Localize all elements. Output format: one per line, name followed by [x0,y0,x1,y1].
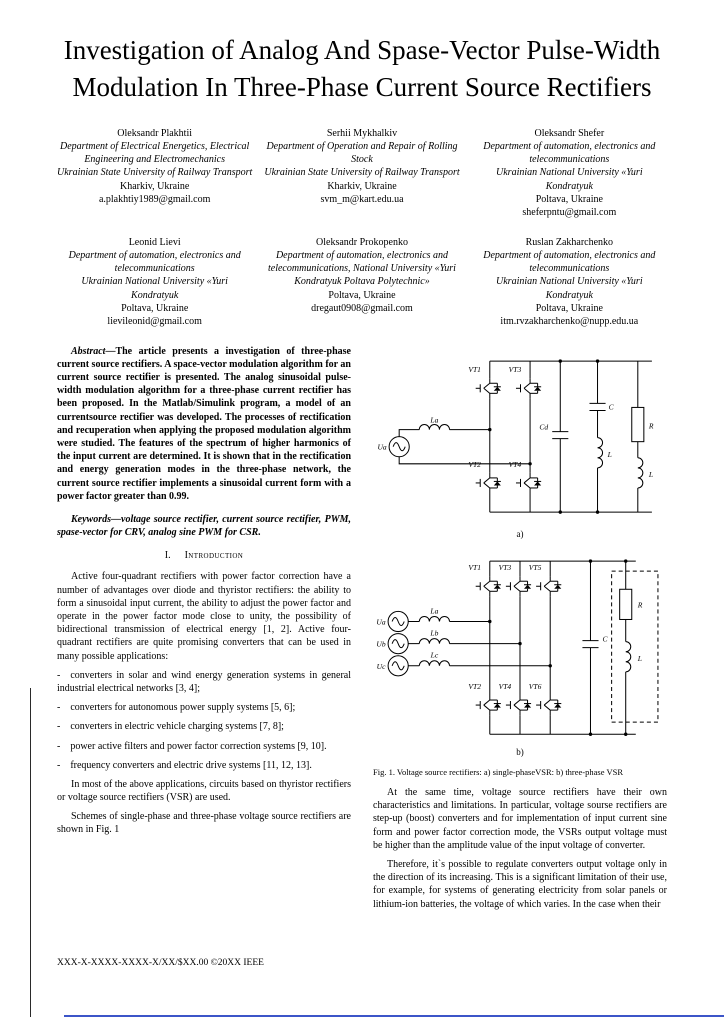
right-paragraph-1: At the same time, voltage source rectifiers have their own characteristics and limitations. In particular, voltage sourse rectifiers are step-up (boost) converters and for implementation of input current sine form and power factor correction mode, the VSRs output voltage must be higher than the amplitude value of the input voltage of converter. [373,787,667,851]
figure-1a-circuit-single-phase-vsr [374,345,666,528]
list-item: - power active filters and power factor correction systems [9, 10]. [57,740,327,752]
author-city: Poltava, Ukraine [535,193,603,205]
section-heading-introduction [57,549,351,562]
right-paragraph-2: Therefore, it`s possible to regulate converters output voltage only in the direction of its increasing. This is a significant limitation of their use, for example, for systems of generating electricity from solar panels or lithium-ion batteries, the voltage of which varies. In the case when their [373,858,667,910]
author-university: Ukrainian State University of Railway Transport [264,167,460,179]
label-cd: Cd [539,422,549,432]
list-item: - converters in electric vehicle charging systems [7, 8]; [57,721,284,733]
abstract [57,345,351,503]
figure-1-caption: Fig. 1. Voltage source rectifiers: a) single-phaseVSR: b) three-phase VSR [373,767,623,777]
author-department: Department of automation, electronics and telecommunications [483,249,656,275]
label-lb: Lb [430,628,439,638]
figure-1 [373,345,667,778]
label-c: C [602,634,608,644]
author-name: Leonid Lievi [128,236,181,248]
intro-paragraph-3: Schemes of single-phase and three-phase voltage source rectifiers are shown in Fig. 1 [57,811,351,836]
label-vt1: VT1 [468,562,481,572]
author-name: Ruslan Zakharchenko [525,236,614,248]
label-vt3: VT3 [498,562,512,572]
author-university: Ukrainian National University «Yuri Kondratyuk [496,167,643,192]
label-c-filter: C [608,402,614,412]
label-vt4: VT4 [508,459,522,469]
author-city: Poltava, Ukraine [535,303,603,315]
abstract-label: Abstract [71,345,106,357]
author-university: Ukrainian State University of Railway Transport [57,167,253,179]
author-name: Oleksandr Plakhtii [117,127,193,139]
author-city: Kharkiv, Ukraine [327,180,397,192]
authors-block [57,127,667,329]
left-column [57,345,351,917]
author-city: Kharkiv, Ukraine [120,180,190,192]
author-department: Department of Electrical Energetics, Electrical Engineering and Electromechanics [60,140,250,166]
abstract-text: —The article presents a investigation of three-phase current source rectifiers. A space-vector modulation algorithm for an current source rectifier is presented. The analog sinusoidal pulse-width modulation algorithm for a three-phase current rectifier has been proposed. In the Matlab/Simulink program, a model of an currentsource rectifier was developed. The processes of rectification and recuperation when applying the proposed modulation algorithm were studied. The features of the spectrum of higher harmonics of the input current are determined. It is shown that in the rectification and energy generation modes in the three-phase network, the current source rectifier implements a sinusoidal current form with a power factor greater than 0.99. [57,345,351,502]
author-university: Ukrainian National University «Yuri Kondratyuk [81,276,228,301]
list-item: - converters in solar and wind energy generation systems in general industrial electrical networks [3, 4]; [57,669,351,694]
author-department: Department of automation, electronics and telecommunications [483,140,656,166]
author-email: svm_m@kart.edu.ua [320,193,404,205]
label-r-load: R [648,421,654,431]
label-uc: Uc [376,661,386,671]
figure-1a-sublabel: a) [516,528,524,539]
section-title: Introduction [184,550,244,562]
paper-title: Investigation of Analog And Spase-Vector Pulse-Width Modulation In Three-Phase Current Source Rectifiers [63,35,661,103]
author-6 [472,236,667,329]
author-3 [472,127,667,220]
author-email: lievileonid@gmail.com [107,316,202,328]
label-ua: Ua [377,442,387,452]
author-email: a.plakhtiy1989@gmail.com [98,193,211,205]
right-column [373,345,667,917]
author-city: Poltava, Ukraine [328,289,396,301]
figure-1b-sublabel: b) [516,747,524,758]
keywords [57,513,351,539]
label-vt1: VT1 [468,364,481,374]
author-name: Oleksandr Prokopenko [316,236,408,248]
author-email: itm.rvzakharchenko@nupp.edu.ua [500,316,639,328]
label-ua: Ua [376,617,386,627]
author-1 [57,127,252,220]
two-column-body [57,345,667,917]
label-l-load: L [648,469,654,479]
label-la: La [430,606,439,616]
figure-1b-circuit-three-phase-vsr [374,549,666,746]
author-university: Ukrainian National University «Yuri Kondratyuk [496,276,643,301]
list-item: - frequency converters and electric drive systems [11, 12, 13]. [57,759,312,771]
section-number: I. [164,550,171,562]
author-name: Oleksandr Shefer [534,127,605,139]
scan-artifact-left-line [30,688,31,1017]
intro-paragraph-1: Active four-quadrant rectifiers with power factor correction have a number of advantages over diode and thyristor rectifiers: the ability to form a sinusoidal input current, the ability to adjust the power factor and operate in the power factor mode close to unity, the possibility of bidirectional transmission of electrical energy [1, 2]. Active four-quadrant rectifiers are quite promising converters that can be used in many possible applications: [57,571,351,662]
intro-paragraph-2: In most of the above applications, circuits based on thyristor rectifiers or voltage source rectifiers (VSR) are used. [57,778,351,804]
author-4 [57,236,252,329]
label-lc: Lc [430,650,439,660]
author-email: sheferpntu@gmail.com [522,207,617,219]
copyright-footer: XXX-X-XXXX-XXXX-X/XX/$XX.00 ©20XX IEEE [57,958,264,968]
list-item: - converters for autonomous power supply systems [5, 6]; [57,702,296,714]
author-department: Department of automation, electronics and telecommunications [68,249,241,275]
author-department: Department of automation, electronics and telecommunications, National University «Yuri Kondratyuk Poltava Polytechnic» [268,249,456,288]
scan-artifact-bottom-line [64,1015,724,1017]
label-ub: Ub [376,639,386,649]
label-l-filter: L [607,449,612,459]
author-city: Poltava, Ukraine [121,303,189,315]
keywords-label: Keywords [71,513,111,525]
author-5 [264,236,459,329]
label-l-load: L [637,653,643,663]
label-vt5: VT5 [528,562,542,572]
keywords-text: —voltage source rectifier, current source rectifier, PWM, spase-vector for CRV, analog sine PWM for CSR. [57,513,351,539]
author-2 [264,127,459,220]
label-vt2: VT2 [468,459,481,469]
author-name: Serhii Mykhalkiv [326,127,398,139]
author-email: dregaut0908@gmail.com [311,303,413,315]
author-department: Department of Operation and Repair of Rolling Stock [266,140,458,166]
label-vt6: VT6 [528,681,542,691]
label-r-load: R [637,600,643,610]
label-vt4: VT4 [498,681,512,691]
label-la: La [430,415,439,425]
label-vt3: VT3 [508,364,522,374]
label-vt2: VT2 [468,681,481,691]
